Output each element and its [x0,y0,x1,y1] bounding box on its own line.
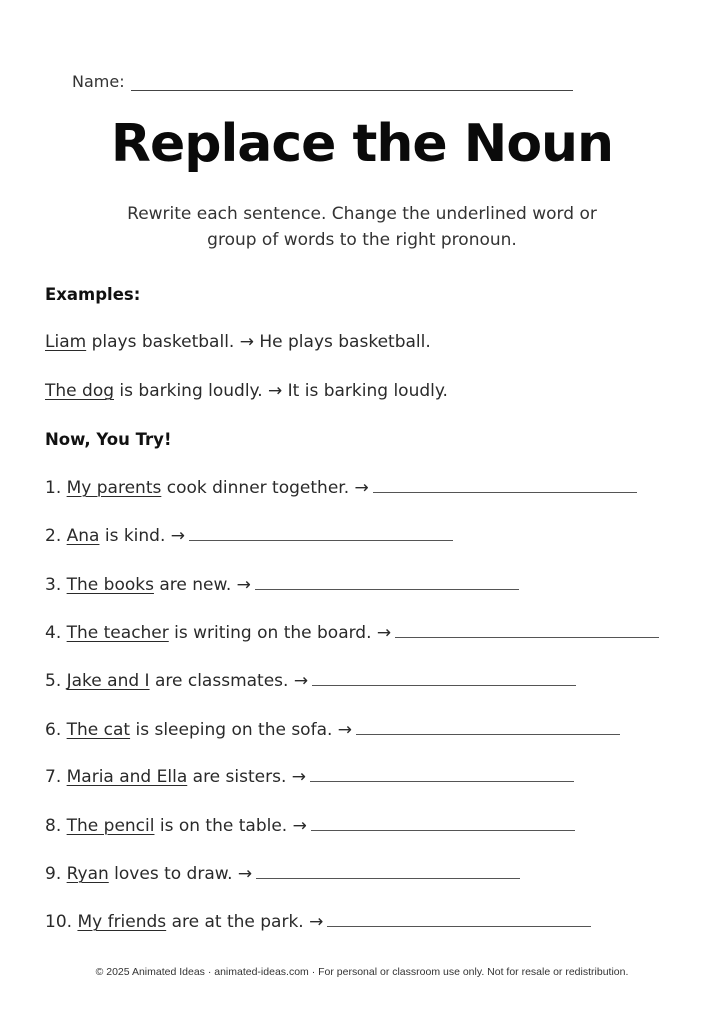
item-text: is writing on the board. → [168,623,392,643]
underlined-noun: The pencil [66,816,155,836]
name-field-row [72,72,573,91]
item-text: are at the park. → [166,912,324,932]
item-number: 2. [45,526,67,546]
answer-line[interactable] [373,478,637,493]
instructions [0,201,724,253]
practice-item [45,623,659,643]
underlined-noun: Liam [45,332,87,352]
practice-heading: Now, You Try! [45,430,172,449]
answer-line[interactable] [256,864,520,879]
practice-item [45,575,519,595]
answer-line[interactable] [310,767,574,782]
copyright-footer: © 2025 Animated Ideas · animated-ideas.com · For personal or classroom use only. Not for resale or redistribution. [95,966,629,978]
practice-item [45,816,575,836]
example-text: plays basketball. → He plays basketball. [86,332,431,352]
underlined-noun: The cat [66,720,131,740]
item-number: 3. [45,575,67,595]
underlined-noun: Ryan [66,864,109,884]
item-text: loves to draw. → [108,864,253,884]
practice-item [45,767,574,787]
item-text: are classmates. → [149,671,309,691]
item-number: 4. [45,623,67,643]
practice-item [45,526,453,546]
answer-line[interactable] [327,912,591,927]
examples-heading: Examples: [45,285,141,304]
instructions-line-2: group of words to the right pronoun. [207,230,517,250]
answer-line[interactable] [395,623,659,638]
item-text: is on the table. → [154,816,307,836]
item-number: 1. [45,478,67,498]
practice-item [45,864,520,884]
underlined-noun: My parents [66,478,162,498]
underlined-noun: Jake and I [66,671,150,691]
underlined-noun: My friends [77,912,167,932]
item-number: 7. [45,767,67,787]
example-text: is barking loudly. → It is barking loudly. [114,381,448,401]
underlined-noun: The dog [45,381,115,401]
practice-item [45,912,591,932]
instructions-line-1: Rewrite each sentence. Change the underlined word or [127,204,597,224]
item-number: 9. [45,864,67,884]
item-number: 6. [45,720,67,740]
name-label: Name: [72,72,125,91]
item-text: are sisters. → [187,767,307,787]
underlined-noun: The teacher [66,623,169,643]
practice-item [45,478,637,498]
answer-line[interactable] [312,671,576,686]
example-item [45,381,448,401]
answer-line[interactable] [189,526,453,541]
item-number: 8. [45,816,67,836]
name-input-line[interactable] [131,73,573,91]
item-number: 5. [45,671,67,691]
item-text: are new. → [153,575,251,595]
item-text: is kind. → [99,526,186,546]
item-text: is sleeping on the sofa. → [130,720,353,740]
answer-line[interactable] [311,816,575,831]
practice-item [45,671,576,691]
answer-line[interactable] [255,575,519,590]
underlined-noun: Ana [66,526,100,546]
example-item [45,332,431,352]
item-text: cook dinner together. → [161,478,369,498]
underlined-noun: Maria and Ella [66,767,188,787]
practice-item [45,720,620,740]
underlined-noun: The books [66,575,154,595]
item-number: 10. [45,912,78,932]
worksheet-title: Replace the Noun [110,114,614,174]
answer-line[interactable] [356,720,620,735]
